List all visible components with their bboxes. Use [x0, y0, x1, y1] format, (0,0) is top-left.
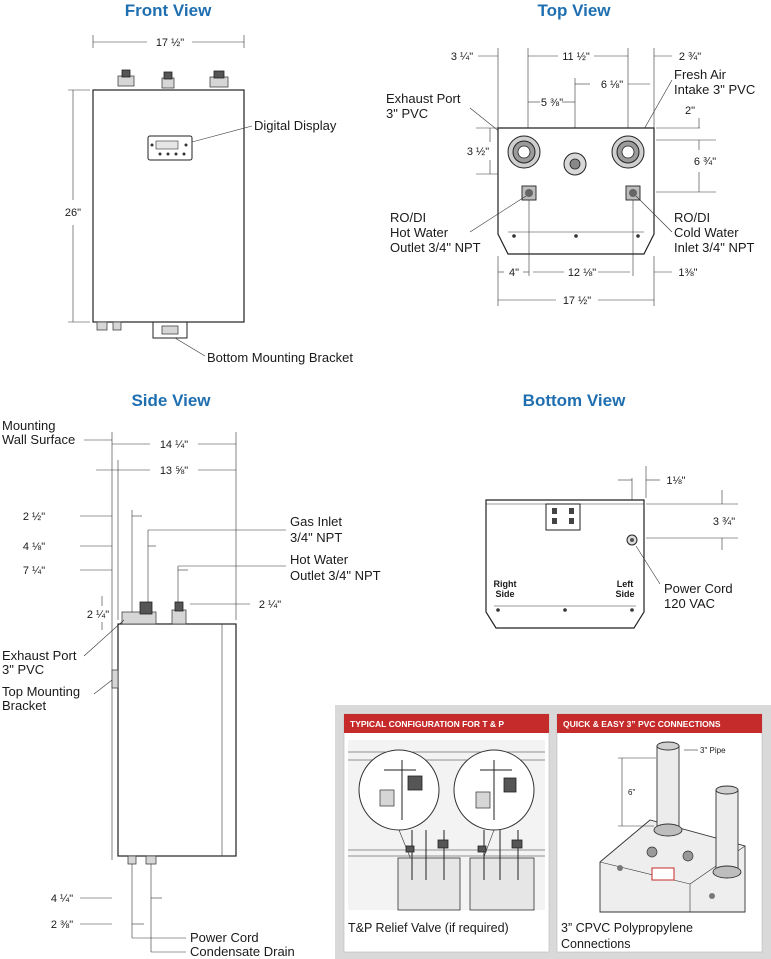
power-cord-120-label-2: 120 VAC	[664, 596, 716, 611]
top-port-span-dim: 11 ½"	[562, 51, 590, 63]
side-d3-dim: 7 ¼"	[22, 565, 46, 577]
gas-inlet-label-2: 3/4" NPT	[290, 530, 343, 545]
side-b1-dim: 4 ¼"	[50, 893, 74, 905]
top-bracket-label-2: Bracket	[2, 698, 47, 713]
hot-outlet-label-1: Hot Water	[290, 552, 349, 567]
front-height-dim: 26"	[64, 207, 82, 219]
front-view-title: Front View	[124, 1, 212, 20]
pvc-caption-1: 3” CPVC Polypropylene	[561, 921, 694, 935]
cold-water-label-3: Inlet 3/4" NPT	[674, 240, 755, 255]
pvc-panel-header: QUICK & EASY 3” PVC CONNECTIONS	[563, 719, 721, 729]
power-cord-120-label-1: Power Cord	[664, 581, 733, 596]
left-side-label-2: Side	[615, 589, 635, 599]
fresh-air-label-2: Intake 3" PVC	[674, 82, 756, 97]
bottom-view-title: Bottom View	[522, 391, 626, 410]
top-left-offset-dim: 3 ¼"	[450, 51, 474, 63]
top-bottom-left-dim: 4"	[508, 267, 520, 279]
front-unit-body	[93, 90, 244, 322]
pvc-panel	[557, 714, 762, 952]
side-depth-body-dim: 13 ⅝"	[159, 465, 189, 477]
side-view-title: Side View	[131, 391, 211, 410]
top-mid-span-a-dim: 5 ⅜"	[540, 97, 564, 109]
bottom-depth-dim: 3 ¾"	[712, 516, 736, 528]
cold-water-label-1: RO/DI	[674, 210, 711, 225]
fresh-air-label-1: Fresh Air	[674, 67, 727, 82]
side-b2-dim: 2 ⅜"	[50, 919, 74, 931]
front-view	[65, 1, 353, 365]
bottom-view	[486, 391, 738, 628]
cold-water-label-2: Cold Water	[674, 225, 739, 240]
side-h-left-dim: 2 ¼"	[86, 609, 110, 621]
bottom-offset-dim: 1⅛"	[666, 475, 686, 487]
top-right-depth-dim: 6 ¾"	[693, 156, 717, 168]
hot-water-label-3: Outlet 3/4" NPT	[390, 240, 481, 255]
side-depth-overall-dim: 14 ¼"	[159, 439, 189, 451]
tp-panel	[344, 714, 549, 952]
power-cord-label: Power Cord	[190, 930, 259, 945]
pvc-height-label: 6"	[628, 788, 636, 797]
condensate-drain-label: Condensate Drain	[190, 944, 295, 959]
install-panels	[335, 705, 771, 959]
hot-outlet-label-2: Outlet 3/4" NPT	[290, 568, 381, 583]
top-bracket-label-1: Top Mounting	[2, 684, 81, 699]
hot-water-label-1: RO/DI	[390, 210, 427, 225]
pvc-pipe-label: 3" Pipe	[700, 746, 726, 755]
exhaust-port-label-1: Exhaust Port	[386, 91, 461, 106]
mounting-wall-label-2: Wall Surface	[2, 432, 76, 447]
side-d2-dim: 4 ⅛"	[22, 541, 46, 553]
side-h-right-dim: 2 ¼"	[258, 599, 282, 611]
gas-inlet-label-1: Gas Inlet	[290, 514, 343, 529]
hot-water-label-2: Hot Water	[390, 225, 449, 240]
top-bottom-mid-dim: 12 ⅛"	[567, 267, 597, 279]
side-exhaust-label-2: 3" PVC	[2, 662, 45, 677]
top-bottom-right-dim: 1⅜"	[678, 267, 698, 279]
top-exhaust-depth-dim: 3 ½"	[466, 146, 490, 158]
exhaust-port-label-2: 3" PVC	[386, 106, 429, 121]
top-mid-span-b-dim: 6 ⅛"	[600, 79, 624, 91]
bottom-bracket-label: Bottom Mounting Bracket	[207, 350, 353, 365]
side-view	[2, 391, 381, 959]
top-overall-dim: 17 ½"	[562, 295, 592, 307]
left-side-label-1: Left	[616, 579, 634, 589]
tp-panel-header: TYPICAL CONFIGURATION FOR T & P	[350, 719, 505, 729]
pvc-caption-2: Connections	[561, 937, 631, 951]
top-right-offset-dim: 2 ¾"	[678, 51, 702, 63]
side-d1-dim: 2 ½"	[22, 511, 46, 523]
mounting-wall-label-1: Mounting	[2, 418, 56, 433]
digital-display-label: Digital Display	[254, 118, 337, 133]
side-unit-body	[118, 624, 236, 856]
tp-panel-caption: T&P Relief Valve (if required)	[348, 921, 509, 935]
side-exhaust-label-1: Exhaust Port	[2, 648, 77, 663]
right-side-label-1: Right	[493, 579, 517, 589]
front-width-dim: 17 ½"	[155, 37, 185, 49]
right-side-label-2: Side	[495, 589, 515, 599]
tp-illustration	[348, 740, 545, 910]
top-depth-right-dim: 2"	[684, 105, 696, 117]
top-view-title: Top View	[537, 1, 611, 20]
top-view	[386, 1, 755, 307]
